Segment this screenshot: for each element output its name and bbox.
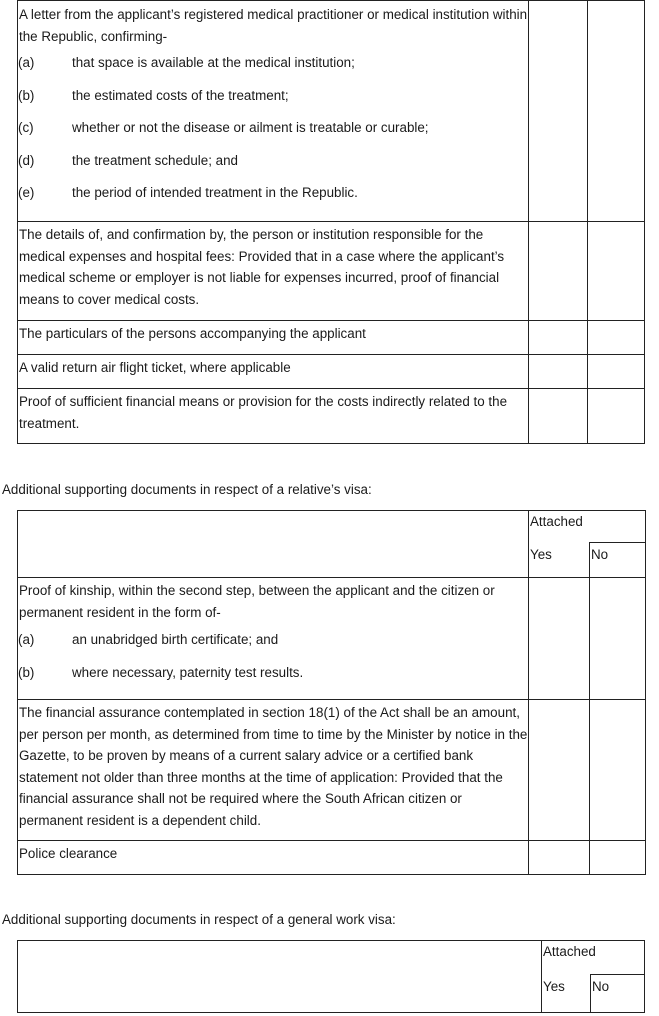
document-description: The particulars of the persons accompanying the applicant bbox=[19, 326, 366, 341]
table-header-row bbox=[18, 511, 646, 543]
no-header: No bbox=[592, 979, 610, 994]
table-row bbox=[18, 389, 645, 444]
item-text: where necessary, paternity test results. bbox=[72, 664, 304, 680]
document-description: Police clearance bbox=[19, 846, 118, 861]
document-description-cell bbox=[18, 578, 529, 700]
attached-yes-cell[interactable] bbox=[529, 841, 590, 875]
item-label: (d) bbox=[18, 152, 35, 168]
attached-yes-cell[interactable] bbox=[529, 389, 588, 444]
table-row bbox=[18, 841, 646, 875]
attached-yes-cell[interactable] bbox=[529, 1, 588, 222]
attached-header: Attached bbox=[543, 944, 596, 959]
list-item bbox=[18, 85, 528, 107]
attached-yes-cell[interactable] bbox=[529, 700, 590, 841]
item-text: an unabridged birth certificate; and bbox=[72, 632, 279, 647]
item-label: (b) bbox=[18, 87, 35, 103]
attached-yes-cell[interactable] bbox=[529, 222, 588, 321]
item-label: (a) bbox=[18, 55, 35, 70]
attached-no-cell[interactable] bbox=[588, 389, 645, 444]
document-description: The financial assurance contemplated in section 18(1) of the Act shall be an amount, per person per month, as determined from time to time by the Minister by notice in the Gazette, to be proven by means of a current salary advice or a certified bank statement not older than three months at the time of application: Provided that the financial assurance shall not be required where the South African citizen or permanent resident is a dependent child. bbox=[19, 705, 528, 828]
list-item bbox=[18, 52, 528, 74]
header-blank-cell bbox=[18, 511, 529, 578]
yes-header: Yes bbox=[530, 546, 552, 562]
item-text: the treatment schedule; and bbox=[72, 152, 239, 168]
list-item bbox=[18, 117, 528, 139]
attached-no-cell[interactable] bbox=[590, 700, 646, 841]
item-label: (b) bbox=[18, 664, 35, 680]
attached-yes-cell[interactable] bbox=[529, 355, 588, 389]
yes-header-cell bbox=[529, 543, 590, 578]
medical-visa-documents-table bbox=[17, 0, 645, 444]
attached-yes-cell[interactable] bbox=[529, 321, 588, 355]
table-row bbox=[18, 1, 645, 222]
attached-no-cell[interactable] bbox=[590, 841, 646, 875]
item-text: the estimated costs of the treatment; bbox=[72, 87, 289, 103]
document-description-cell bbox=[18, 841, 529, 875]
document-description-cell bbox=[18, 700, 529, 841]
yes-header-cell bbox=[542, 975, 591, 1013]
item-label: (c) bbox=[18, 120, 34, 135]
table-row bbox=[18, 321, 645, 355]
no-header-cell bbox=[591, 975, 645, 1013]
attached-no-cell[interactable] bbox=[588, 222, 645, 321]
table-row bbox=[18, 355, 645, 389]
document-description-cell bbox=[18, 222, 529, 321]
no-header-cell bbox=[590, 543, 646, 578]
document-description-cell bbox=[18, 1, 529, 222]
list-item bbox=[18, 182, 528, 204]
table-row bbox=[18, 700, 646, 841]
document-description: A valid return air flight ticket, where applicable bbox=[19, 360, 291, 375]
item-text: the period of intended treatment in the Republic. bbox=[72, 185, 358, 200]
table-row bbox=[18, 578, 646, 700]
document-description-cell bbox=[18, 321, 529, 355]
document-description: Proof of kinship, within the second step, between the applicant and the citizen or permanent resident in the form of- bbox=[19, 583, 495, 620]
general-work-visa-heading: Additional supporting documents in respect of a general work visa: bbox=[2, 912, 396, 927]
document-description-cell bbox=[18, 355, 529, 389]
list-item bbox=[18, 662, 528, 684]
attached-yes-cell[interactable] bbox=[529, 578, 590, 700]
no-header: No bbox=[591, 547, 609, 562]
document-description: Proof of sufficient financial means or provision for the costs indirectly related to the treatment. bbox=[19, 394, 508, 431]
attached-no-cell[interactable] bbox=[590, 578, 646, 700]
table-row bbox=[18, 222, 645, 321]
attached-header-cell bbox=[529, 511, 646, 543]
item-label: (e) bbox=[18, 185, 35, 200]
relatives-visa-documents-table bbox=[17, 510, 646, 875]
attached-header: Attached bbox=[530, 514, 583, 529]
attached-no-cell[interactable] bbox=[588, 1, 645, 222]
attached-no-cell[interactable] bbox=[588, 355, 645, 389]
attached-header-cell bbox=[542, 941, 645, 975]
document-description: A letter from the applicant’s registered medical practitioner or medical institution within the Republic, confirming- bbox=[19, 7, 528, 44]
yes-header: Yes bbox=[543, 978, 565, 994]
item-text: that space is available at the medical institution; bbox=[72, 55, 355, 70]
relatives-visa-heading: Additional supporting documents in respect of a relative’s visa: bbox=[2, 482, 372, 497]
document-description: The details of, and confirmation by, the person or institution responsible for the medical expenses and hospital fees: Provided that in a case where the applicant’s medical scheme or employer is not liable for expenses incurred, proof of financial means to cover medical costs. bbox=[19, 227, 505, 307]
table-header-row bbox=[18, 941, 645, 975]
item-text: whether or not the disease or ailment is treatable or curable; bbox=[72, 120, 429, 135]
attached-no-cell[interactable] bbox=[588, 321, 645, 355]
header-blank-cell bbox=[18, 941, 542, 1013]
list-item bbox=[18, 629, 528, 651]
item-label: (a) bbox=[18, 632, 35, 647]
list-item bbox=[18, 150, 528, 172]
document-description-cell bbox=[18, 389, 529, 444]
general-work-visa-documents-table bbox=[17, 940, 645, 1013]
